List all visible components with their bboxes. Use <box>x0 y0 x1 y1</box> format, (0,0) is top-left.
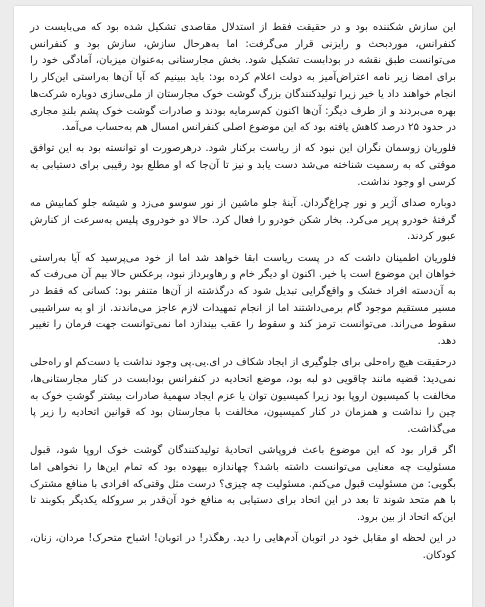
paragraph: فلوریان زوسمان نگران این نبود که از ریاست برکنار شود. درهرصورت او توانسته بود به این توافق موقتی که به رسمیت شناخته می‌شد دست یابد و نیز تا آن‌جا که او مطلع بود رقیبی برای دستیابی به کرسی او وجود نداشت. <box>30 143 456 188</box>
paragraph: درحقیقت هیچ راه‌حلی برای جلوگیری از ایجاد شکاف در ای.یی.پی وجود نداشت یا دست‌کم او راه‌حلی نمی‌دید: قضیه مانند چاقویی دو لبه بود، موضع اتحادیه در کنفرانس بودابست در کنار مجارستانی‌ها، مخالفت با کمیسیون اروپا بود زیرا کمیسیون توان یا عزم ایجاد سهمیهٔ صادرات بیشتر گوشتِ خوک به چین را نداشت و همزمان در کنار کمیسیون، مخالفت با مجارستان بود که قوانین اتحادیه را زیر پا می‌گذاشت. <box>30 357 456 436</box>
paragraph: این سازش شکننده بود و در حقیقت فقط از استدلال مقاصدی تشکیل شده بود که می‌بایست در کنفرانس، موردبحث و رایزنی قرار می‌گرفت: اما به‌هرحال سازش، سازش بود و کنفرانس می‌توانست طبق نقشه در بودابست تشکیل شود. بخش مجارستانی به‌عنوان میزبان، آمادگی خود را برای امضا زیر نامه اعتراض‌آمیز به دولت اعلام کرده بود: باید ببینیم که آیا آن‌ها به‌راستی این‌کار را انجام خواهند داد یا خیر زیرا تولیدکنندگان بزرگ گوشت خوک مجارستان از ملی‌سازی دوباره شرکت‌ها بهره می‌بردند و از طرف دیگر: آن‌ها اکنون کم‌سرمایه بودند و صادرات گوشت خوک پشم بلندِ مجاری در حدود ۲۵ درصد کاهش یافته بود که این موضوع اصلی کنفرانس امسال هم به‌حساب می‌آمد. <box>30 22 456 134</box>
paragraph: فلوریان اطمینان داشت که در پست ریاست ابقا خواهد شد اما از خود می‌پرسید که آیا به‌راستی خواهان این موضوع است یا خیر. اکنون او دیگر خام و رهاوبرداز نبود، برعکس حالا بیم آن می‌رفت که به آن‌دسته افراد خشک و واقع‌گرایی تبدیل شود که درگذشته از آن‌ها متنفر بود: کسانی که فقط در مسیر مستقیم موجود گام برمی‌داشتند اما از انجام تمهیدات لازم عاجز می‌ماندند. از او به سراشیبی سقوط می‌راند. می‌توانست ترمز کند و سقوط را عقب بیندازد اما نمی‌توانست جهت فرمان را تغییر دهد. <box>30 252 456 348</box>
paragraph: دوباره صدای آژیر و نور چراغ‌گردان. آینهٔ جلو ماشین از نور سوسو می‌زد و شیشه جلو کمابیش مه گرفتهٔ خودرو پرپر می‌کرد. بخار شکن خودرو را فعال کرد. حالا دو خودروی پلیس به‌سرعت از کنارش عبور کردند. <box>30 198 456 243</box>
paragraph: در این لحظه او مقابل خود در اتوبان آدم‌هایی را دید. رهگذر! در اتوبان! اشباح متحرک! مردان، زنان، کودکان. <box>30 533 456 562</box>
paragraph: اگر قرار بود که این موضوع باعث فروپاشی اتحادیهٔ تولیدکنندگان گوشت خوک اروپا شود، قبول مسئولیت چه معنایی می‌توانست داشته باشد؟ چهاندازه بیهوده بود که تمام این‌ها را نخواهی اما بگویی: من مسئولیت قبول می‌کنم. مسئولیت چه چیزی؟ درست مثل وقتی‌که افرادی با منافع مشترک با هم متحد شوند تا بعد در این اتحاد برای دستیابی به منافع خود آن‌قدر بر سروکله یکدیگر بکوبند تا این‌که اتحاد از بین برود. <box>30 445 456 524</box>
document-body <box>30 20 456 569</box>
document-page <box>14 6 472 607</box>
